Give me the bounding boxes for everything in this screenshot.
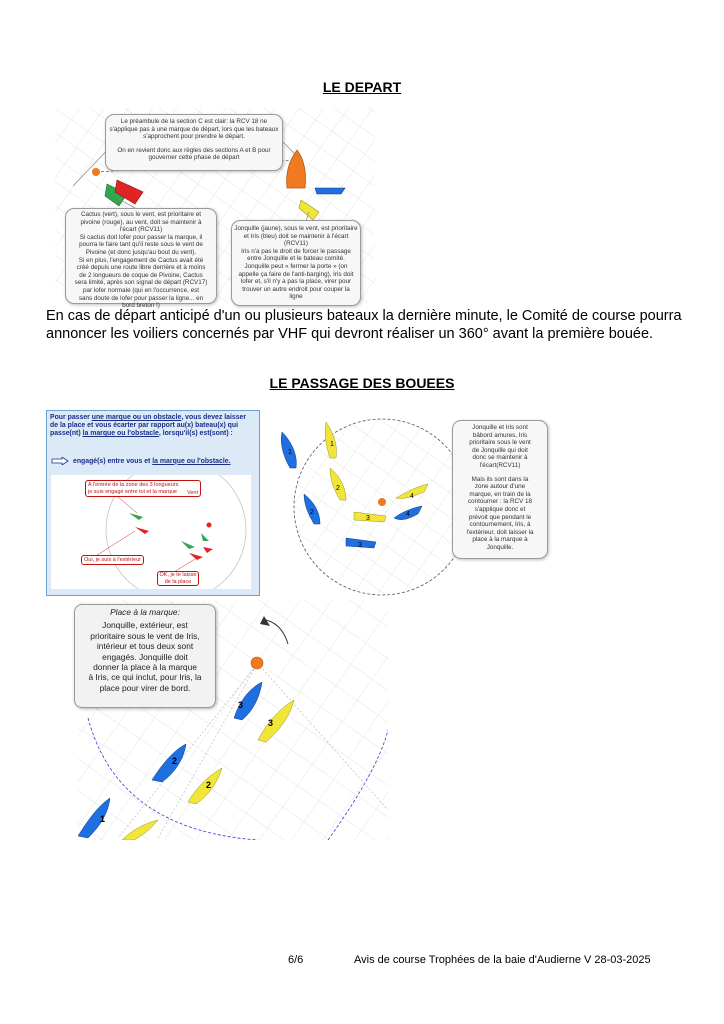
rule-text-underlined: une marque ou un obstacle bbox=[91, 414, 182, 421]
note-line: pivoine (rouge), au vent, doit se maintenir à bbox=[80, 218, 202, 226]
note-line: donner la place à la marque bbox=[93, 662, 197, 673]
engaged-line bbox=[51, 457, 256, 465]
zone-rule-panel bbox=[46, 410, 260, 596]
note-line: Jonquille. bbox=[486, 543, 514, 551]
note-line: l'extérieur, doit laisser la bbox=[466, 528, 534, 536]
yellow-label-4: 4 bbox=[410, 493, 414, 500]
callout-line: A l'entrée de la zone des 3 longueurs bbox=[88, 482, 179, 488]
note-line: pourra le faire tant qu'il reste sous le vent de bbox=[79, 241, 203, 249]
note-line: contourner : la RCV 18 bbox=[467, 498, 533, 506]
rounding-mark-diagram bbox=[262, 410, 552, 598]
callout-line: OK, je te laisse bbox=[159, 572, 197, 578]
note-line: bord breton !) bbox=[122, 302, 160, 310]
note-line: place à la marque à bbox=[472, 536, 528, 544]
note-line: prioritaire sous le vent de Iris, bbox=[90, 630, 200, 641]
callout-line: je suis engagé entre toi et la marque bbox=[88, 488, 177, 495]
note-line: Iris n'a pas le droit de forcer le passage bbox=[241, 247, 351, 255]
zone-illustration bbox=[51, 475, 251, 589]
note-line: entre Jonquille et le bateau comité. bbox=[247, 255, 345, 263]
note-line: Jonquille et Iris sont bbox=[472, 424, 528, 431]
note-line: intérieur et tous deux sont bbox=[96, 641, 194, 652]
note-line: créé depuis une route libre derrière et à moins bbox=[76, 264, 206, 272]
note-line: Cactus (vert), sous le vent, est prioritaire et bbox=[80, 211, 202, 218]
note-line: (RCV11) bbox=[283, 240, 309, 248]
note-line: s'applique donc et bbox=[474, 505, 526, 513]
boat-label-2b: 2 bbox=[206, 780, 212, 790]
note-line: marque, en train de la bbox=[469, 490, 531, 498]
mark-buoy-icon bbox=[251, 657, 263, 669]
note-line: à Iris, ce qui inclut, pour Iris, la bbox=[88, 672, 202, 683]
room-at-mark-diagram bbox=[78, 600, 388, 840]
zone-rule-text bbox=[50, 414, 255, 439]
note-line: de 2 longueurs de coque de Pivoine, Cactus bbox=[79, 271, 203, 279]
note-line: Mais ils sont dans la bbox=[471, 475, 529, 483]
note-line: Jonquille peut « fermer la porte » (on bbox=[244, 262, 348, 270]
callout-engaged bbox=[85, 480, 201, 497]
note-line: et Iris (bleu) doit se maintenir à l'écart bbox=[243, 232, 349, 240]
note-line: gouverner cette phase de départ bbox=[148, 154, 240, 162]
wind-label: Vent bbox=[187, 490, 199, 496]
note-line: zone autour d'une bbox=[474, 483, 526, 491]
note-line: appelle ça faire de l'anti-barging), Iris doit bbox=[238, 270, 354, 278]
note-line: s'approchent pour prendre le départ. bbox=[143, 133, 245, 141]
blue-label-1: 1 bbox=[288, 449, 292, 456]
blue-label-2: 2 bbox=[310, 509, 314, 516]
note-line: Si en plus, l'engagement de Cactus avait été bbox=[78, 256, 204, 264]
boat-label-3: 3 bbox=[238, 700, 244, 710]
engaged-text: engagé(s) entre vous et bbox=[73, 457, 153, 465]
note-line: l'écart (RCV11) bbox=[119, 226, 163, 234]
note-line: Si cactus doit lofer pour passer la marque, il bbox=[79, 233, 203, 241]
note-line: Pivoine (et donc jusqu'au bout du vent). bbox=[85, 248, 197, 256]
callout-line: de la place bbox=[164, 578, 192, 585]
note-line: lofer et, s'il n'y a pas la place, virer pour bbox=[240, 278, 352, 286]
mark-icon bbox=[207, 523, 212, 528]
rule-text-underlined: la marque ou l'obstacle bbox=[82, 430, 159, 438]
note-line: prévoit que pendant le bbox=[468, 513, 532, 521]
yellow-label-1: 1 bbox=[330, 441, 334, 448]
note-title: Place à la marque: bbox=[110, 607, 180, 617]
note-line: ligne bbox=[289, 293, 303, 301]
boat-label-2: 2 bbox=[172, 756, 178, 766]
note-line: de Jonquille qui doit bbox=[472, 446, 528, 454]
note-line: prioritaire sous le vent bbox=[469, 439, 531, 447]
room-at-mark-note bbox=[74, 604, 216, 708]
note-line: sans doute de lofer pour passer la ligne... en bbox=[78, 294, 204, 302]
blue-boat-icon bbox=[315, 188, 345, 194]
rule-text-part: , vous devez laisser de la place et vous écarter par rapport au(x) bateau(x) qui passe(nt) bbox=[50, 414, 247, 438]
early-start-paragraph: En cas de départ anticipé d'un ou plusieurs bateaux la dernière minute, le Comité de course pourra annoncer les voiliers concernés par VHF qui devront réaliser un 360° avant la première bouée. bbox=[46, 308, 682, 342]
rule-text-part: , lorsqu'il(s) est(sont) : bbox=[158, 430, 233, 438]
callout-outside: Oui, je suis à l'extérieur bbox=[81, 555, 144, 565]
note-line: s'applique pas à une marque de départ, lors que les bateaux bbox=[109, 125, 279, 133]
note-line: Le préambule de la section C est clair: la RCV 18 ne bbox=[120, 118, 268, 125]
note-line: place pour virer de bord. bbox=[99, 682, 191, 693]
yellow-label-2: 2 bbox=[336, 485, 340, 492]
note-rcv18-rounding bbox=[452, 420, 548, 559]
start-line-diagram bbox=[55, 108, 375, 310]
arrow-right-icon bbox=[51, 457, 69, 465]
section-title-depart: LE DEPART bbox=[322, 79, 402, 95]
boat-label-1: 1 bbox=[100, 814, 106, 824]
note-jonquille-iris bbox=[231, 220, 361, 306]
callout-ok bbox=[157, 571, 199, 586]
section-title-passage: LE PASSAGE DES BOUEES bbox=[269, 375, 455, 391]
note-line: trouver un autre endroit pour couper la bbox=[242, 285, 350, 293]
note-line: donc se maintenir à bbox=[472, 454, 528, 462]
note-cactus-pivoine bbox=[65, 208, 217, 310]
document-footer: Avis de course Trophées de la baie d'Audierne V 28-03-2025 bbox=[354, 954, 651, 966]
note-line: l'écart(RCV11) bbox=[479, 461, 521, 469]
note-line: bâbord amures, Iris bbox=[472, 431, 528, 439]
rule-text-part: Pour passer bbox=[50, 414, 92, 421]
blue-label-3: 3 bbox=[358, 542, 362, 549]
blue-label-4: 4 bbox=[406, 511, 410, 518]
note-line: engagés. Jonquille doit bbox=[102, 651, 188, 662]
rounding-mark-icon bbox=[378, 498, 386, 506]
start-buoy-icon bbox=[92, 168, 100, 176]
note-line: Jonquille, extérieur, est bbox=[102, 620, 188, 631]
yellow-label-3: 3 bbox=[366, 515, 370, 522]
note-line: On en revient donc aux règles des sections A et B pour bbox=[117, 146, 271, 154]
engaged-text-underlined: la marque ou l'obstacle. bbox=[152, 457, 231, 465]
note-line: sera limité, après son signal de départ (RCV17) bbox=[74, 279, 208, 287]
note-line: contournement, Iris, à bbox=[469, 521, 531, 529]
note-line: Jonquille (jaune), sous le vent, est prioritaire bbox=[234, 225, 358, 232]
boat-label-3b: 3 bbox=[268, 718, 274, 728]
note-line: par lofer normale (qui en l'occurrence, est bbox=[82, 286, 199, 294]
page-number: 6/6 bbox=[288, 954, 304, 966]
note-rcv18-start bbox=[105, 114, 283, 171]
